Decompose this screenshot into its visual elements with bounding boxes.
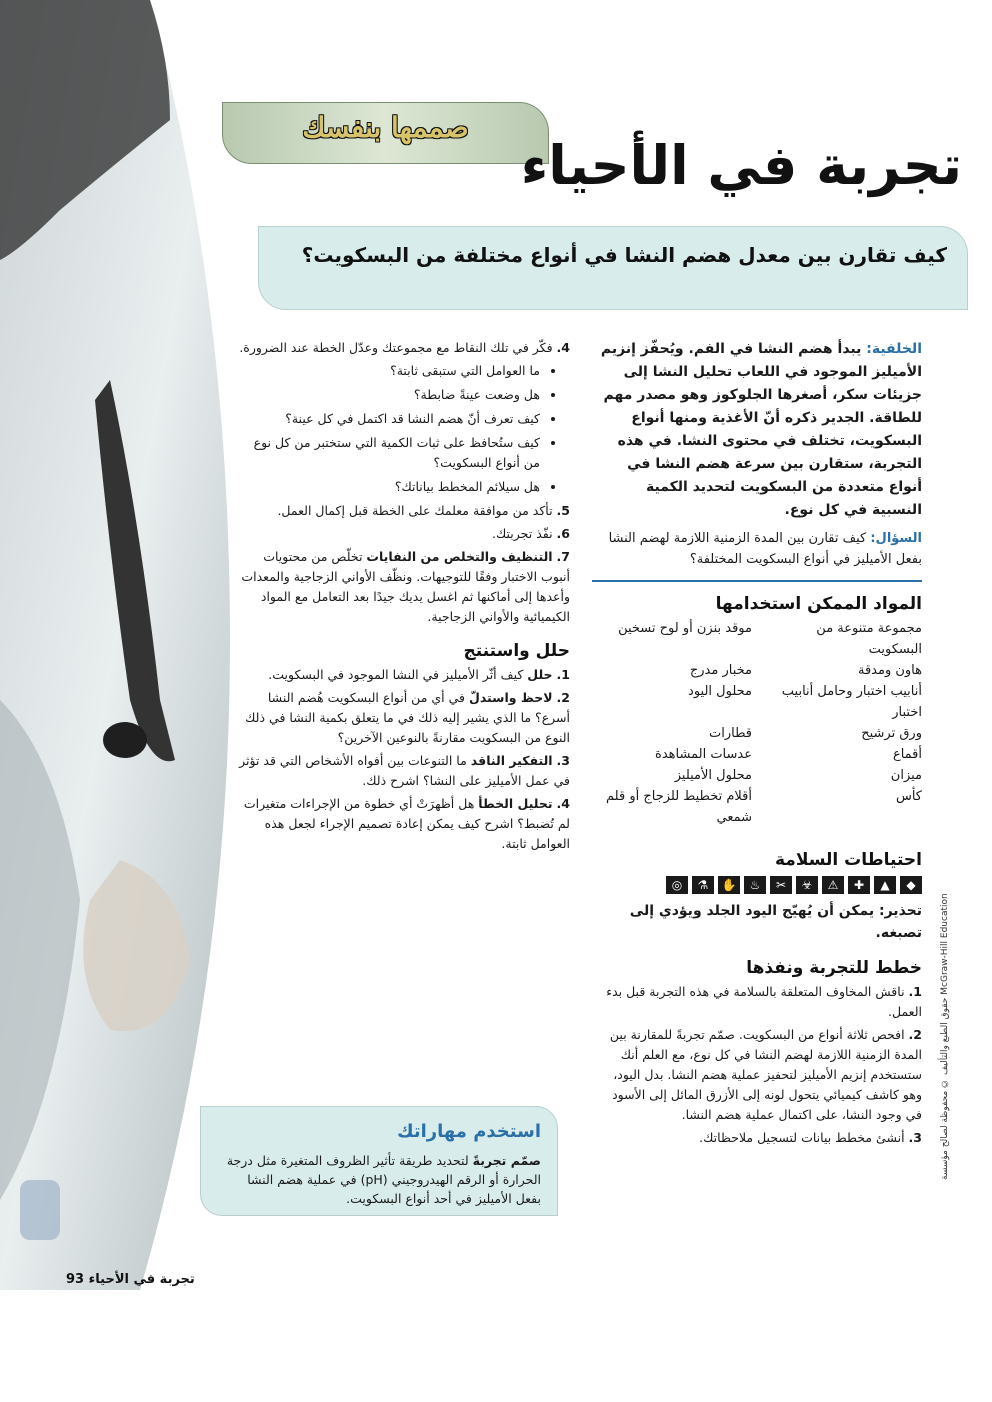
left-steps-bottom (238, 501, 570, 627)
material-item: هاون ومدقة (857, 663, 922, 678)
step-text: تخلّص من محتويات أنبوب الاختبار وفقًا للتوجيهات. ونظّف الأواني الزجاجية والمعدات وأعدها إلى أماكنها ثم اغسل يديك جيدًا بعد التعامل مع المواد الكيميائية والأواني الزجاجية. (241, 549, 570, 624)
plan-steps (592, 982, 922, 1148)
question-box (258, 226, 968, 310)
step-text: افحص ثلاثة أنواع من البسكويت. صمّم تجربةً للمقارنة بين المدة الزمنية اللازمة لهضم النشا في كل نوع، مع العلم أنك ستستخدم إنزيم الأميليز لتحفيز عملية هضم النشا. بدل اليود، وهو كاشف كيميائي يتحول لونه إلى الأزرق المائل إلى الأسود في وجود النشا، على اكتمال عملية هضم النشا. (609, 1027, 922, 1122)
item-text: هل أظهرَتْ أي خطوة من الإجراءات متغيرات لم تُضبط؟ اشرح كيف يمكن إعادة تصميم الإجراء لجعل هذه العوامل ثابتة. (243, 796, 570, 851)
footer-title: تجربة في الأحياء (88, 1272, 195, 1287)
hand-wash-icon: ☣ (796, 876, 818, 894)
step-text: أنشئ مخطط بيانات لتسجيل ملاحظاتك. (699, 1130, 905, 1145)
step-bold: التنظيف والتخلص من النفايات (366, 549, 553, 564)
plan-step (592, 1128, 922, 1148)
material-item: أنابيب اختبار وحامل أنابيب اختبار (781, 684, 922, 720)
background-text: يبدأ هضم النشا في الفم. ويُحفّز إنزيم الأميليز الموجود في اللعاب تحليل النشا إلى جزيئات سكر، أصغرها الجلوكوز وهو مصدر مهم للطاقة. الجدير ذكره أنّ الأغذية ومنها أنواع البسكويت، تختلف في محتوى النشا. في هذه التجربة، ستقارن بين سرعة هضم النشا في أنواع متعددة من البسكويت لتحديد الكمية النسبية في كل نوع. (600, 341, 922, 518)
checklist (238, 361, 570, 497)
material-item: موقد بنزن أو لوح تسخين (618, 621, 752, 636)
question-text: كيف تقارن بين المدة الزمنية اللازمة لهضم النشا بفعل الأميليز في أنواع البسكويت المختلفة؟ (608, 531, 922, 567)
analyze-items (238, 665, 570, 854)
item-text: ما التنوعات بين أفواه الأشخاص التي قد تؤثر في عمل الأميليز على النشا؟ اشرح ذلك. (239, 753, 570, 788)
fire-icon: ✋ (718, 876, 740, 894)
lab-photo (0, 0, 250, 1290)
lab-coat-icon: ⚗ (692, 876, 714, 894)
material-item: ورق ترشيح (861, 726, 922, 741)
analyze-item (238, 794, 570, 854)
page-title: تجربة في الأحياء (520, 134, 962, 197)
left-column (238, 338, 570, 857)
item-number: 1. (556, 667, 570, 682)
clothing-icon: ⚠ (822, 876, 844, 894)
item-bold: حلل (527, 667, 553, 682)
main-question: كيف تقارن بين معدل هضم النشا في أنواع مختلفة من البسكويت؟ (301, 243, 947, 267)
material-item: عدسات المشاهدة (655, 747, 752, 762)
plan-step (592, 982, 922, 1022)
checklist-item: • كيف ستُحافظ على ثبات الكمية التي ستختبر من كل نوع من أنواع البسكويت؟ (238, 433, 540, 473)
no-eat-icon: ✂ (770, 876, 792, 894)
step-number: 6. (556, 526, 570, 541)
item-bold: تحليل الخطأ (478, 796, 553, 811)
right-column (592, 338, 922, 1151)
material-item: كأس (895, 789, 922, 804)
material-item: محلول الأميليز (674, 768, 752, 783)
chemical-icon: ✚ (848, 876, 870, 894)
question-paragraph (592, 528, 922, 570)
materials-heading: المواد الممكن استخدامها (715, 594, 922, 614)
background-paragraph (592, 338, 922, 522)
checklist-item: • هل سيلائم المخطط بياناتك؟ (238, 477, 540, 497)
question-label: السؤال: (870, 531, 922, 546)
plan-step (592, 1025, 922, 1125)
no-drink-icon: ▲ (874, 876, 896, 894)
sharp-icon: ◆ (900, 876, 922, 894)
checklist-item: • هل وضعت عينةً ضابطة؟ (238, 385, 540, 405)
step-text: تأكد من موافقة معلمك على الخطة قبل إكمال العمل. (277, 503, 553, 518)
skills-box (200, 1106, 558, 1216)
skills-bold: صمّم تجربةً (472, 1153, 541, 1168)
material-item: مخبار مدرج (689, 663, 752, 678)
skills-title: استخدم مهاراتك (397, 1121, 541, 1142)
safety-heading: احتياطات السلامة (775, 850, 922, 870)
material-item: ميزان (890, 768, 922, 783)
page-number: 93 (66, 1272, 85, 1287)
item-number: 4. (556, 796, 570, 811)
step-number: 1. (908, 984, 922, 999)
analyze-item (238, 751, 570, 791)
step-number: 2. (908, 1027, 922, 1042)
item-text: كيف أثّر الأميليز في النشا الموجود في البسكويت. (268, 667, 524, 682)
step-number: 5. (556, 503, 570, 518)
material-item: مجموعة متنوعة من البسكويت (816, 621, 922, 657)
glassware-icon: ♨ (744, 876, 766, 894)
step-number: 4. (556, 340, 570, 355)
material-item: محلول اليود (688, 684, 752, 699)
procedure-step (238, 501, 570, 521)
analyze-item (238, 688, 570, 748)
item-number: 2. (556, 690, 570, 705)
banner-label: صممها بنفسك (302, 111, 469, 144)
step-number: 7. (556, 549, 570, 564)
material-item: أقلام تخطيط للزجاج أو قلم شمعي (606, 789, 752, 825)
step-text: فكّر في تلك النقاط مع مجموعتك وعدّل الخطة عند الضرورة. (239, 340, 553, 355)
item-bold: التفكير الناقد (470, 753, 553, 768)
procedure-step (238, 338, 570, 358)
analyze-item (238, 665, 570, 685)
plan-heading: خطط للتجربة ونفذها (746, 958, 922, 978)
background-label: الخلفية: (866, 341, 922, 357)
copyright-notice: حقوق الطبع والتأليف © محفوظة لصالح مؤسسة McGraw-Hill Education (940, 893, 950, 1180)
left-steps-top (238, 338, 570, 358)
procedure-step (238, 524, 570, 544)
skills-text (219, 1151, 541, 1208)
safety-warning: تحذير: يمكن أن يُهيّج اليود الجلد ويؤدي إلى تصبغه. (629, 903, 922, 941)
checklist-item: • كيف تعرف أنّ هضم النشا قد اكتمل في كل عينة؟ (238, 409, 540, 429)
step-text: نفّذ تجربتك. (492, 526, 553, 541)
skills-body: لتحديد طريقة تأثير الظروف المتغيرة مثل درجة الحرارة أو الرقم الهيدروجيني (pH) في عملية هضم النشا بفعل الأميليز في أحد أنواع البسكويت. (226, 1153, 541, 1206)
goggles-icon: ◎ (666, 876, 688, 894)
item-bold: لاحظ واستدلّ (468, 690, 553, 705)
analyze-heading: حلل واستنتج (463, 641, 570, 661)
section-divider (592, 580, 922, 582)
safety-icons (592, 876, 922, 894)
item-text: في أي من أنواع البسكويت هُضم النشا أسرع؟ ما الذي يشير إليه ذلك في ما يتعلق بكمية النشا في ذلك النوع من البسكويت مقارنةً بالنوعين الآخرين؟ (245, 690, 570, 745)
design-your-own-banner (222, 102, 549, 164)
step-number: 3. (908, 1130, 922, 1145)
materials-list (592, 618, 922, 828)
material-item: قطارات (709, 726, 752, 741)
material-item: أقماع (892, 747, 922, 762)
step-text: ناقش المخاوف المتعلقة بالسلامة في هذه التجربة قبل بدء العمل. (606, 984, 922, 1019)
checklist-item: • ما العوامل التي ستبقى ثابتة؟ (238, 361, 540, 381)
page-footer (60, 1272, 195, 1287)
procedure-step (238, 547, 570, 627)
item-number: 3. (556, 753, 570, 768)
